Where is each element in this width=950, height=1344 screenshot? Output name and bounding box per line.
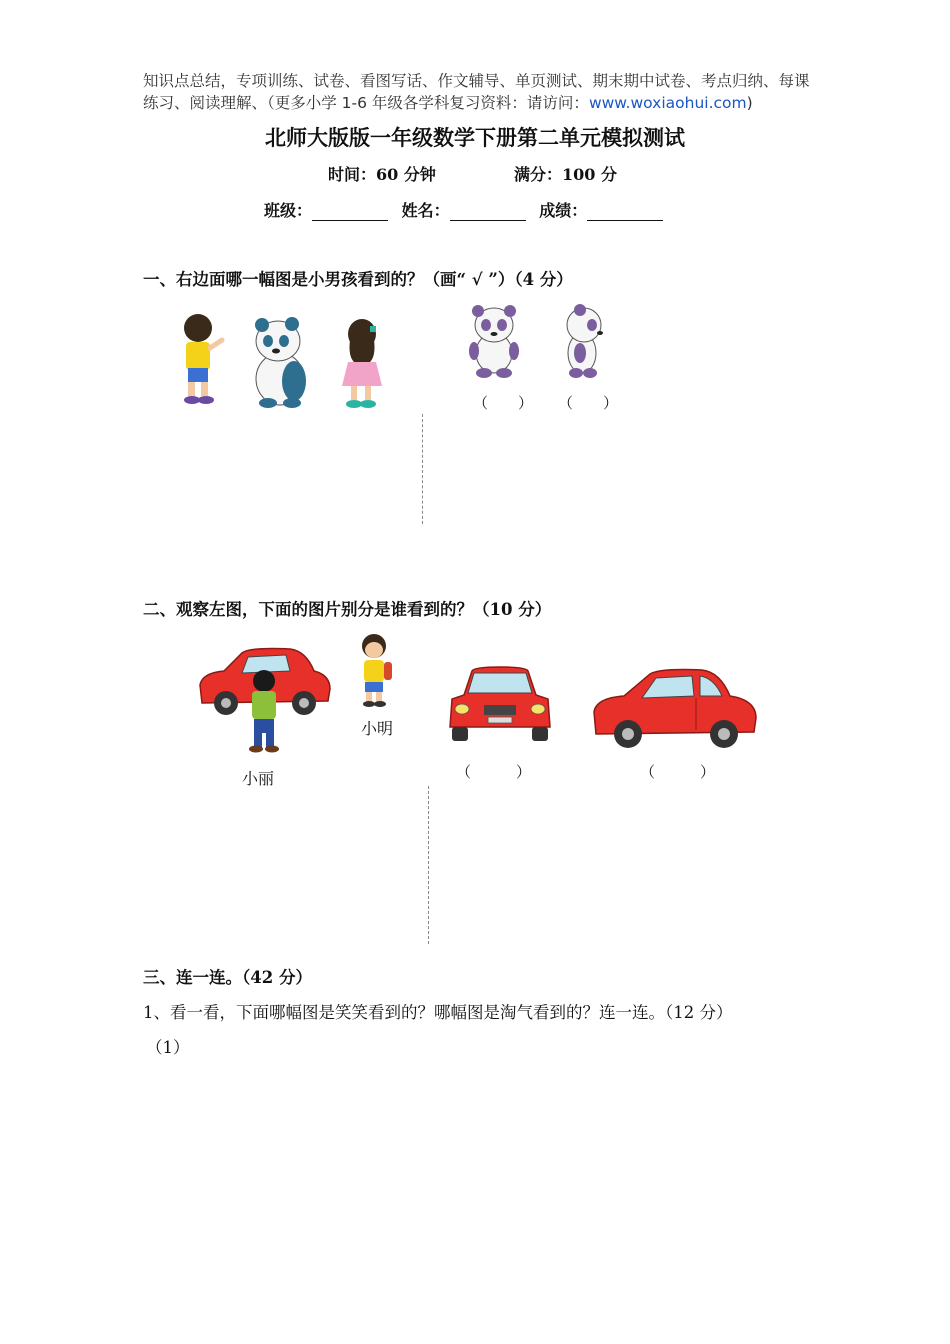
header-url-link[interactable]: www.woxiaohui.com xyxy=(588,94,747,112)
label-xiaoming: 小明 xyxy=(361,719,394,738)
car-side-view-illustration xyxy=(590,668,760,752)
score-label: 满分：100 分 xyxy=(514,165,617,184)
q2-answer-blank-b[interactable]: （ ） xyxy=(640,763,716,781)
question-3-item-1: （1） xyxy=(146,1038,190,1057)
girl-back-illustration xyxy=(332,316,390,408)
label-xiaoli: 小丽 xyxy=(242,769,275,788)
name-field[interactable] xyxy=(450,204,526,221)
grade-field[interactable] xyxy=(587,204,663,221)
divider-line xyxy=(422,414,423,524)
panda-illustration xyxy=(248,315,312,407)
header-note-text: 知识点总结，专项训练、试卷、看图写话、作文辅导、单页测试、期末期中试卷、考点归纳、每课练习、阅读理解、（更多小学 1-6 年级各学科复习资料：请访问： xyxy=(143,72,810,112)
student-info-line xyxy=(264,198,671,221)
question-2-title: 二、观察左图，下面的图片别分是谁看到的？（10 分） xyxy=(143,600,552,619)
time-label: 时间：60 分钟 xyxy=(328,165,436,184)
name-label: 姓名： xyxy=(401,201,450,220)
page-title: 北师大版版一年级数学下册第二单元模拟测试 xyxy=(265,125,685,150)
panda-side-choice-illustration xyxy=(558,303,608,379)
question-1-title: 一、右边面哪一幅图是小男孩看到的？（画“ √ ”）（4 分） xyxy=(143,270,573,289)
red-car-scene-illustration xyxy=(194,645,334,755)
header-note xyxy=(143,70,823,114)
class-field[interactable] xyxy=(312,204,388,221)
question-3-sub1: 1、看一看，下面哪幅图是笑笑看到的？哪幅图是淘气看到的？连一连。（12 分） xyxy=(143,1003,733,1022)
q1-answer-blank-b[interactable]: （ ） xyxy=(558,394,619,412)
grade-label: 成绩： xyxy=(539,201,588,220)
boy-xiaoming-illustration xyxy=(352,632,398,708)
boy-back-illustration xyxy=(170,310,230,405)
question-3-title: 三、连一连。（42 分） xyxy=(143,968,312,987)
class-label: 班级： xyxy=(264,201,313,220)
car-front-view-illustration xyxy=(444,665,556,745)
header-note-end: ) xyxy=(746,94,753,112)
divider-line xyxy=(428,786,429,944)
panda-front-choice-illustration xyxy=(466,303,522,379)
q2-answer-blank-a[interactable]: （ ） xyxy=(456,763,532,781)
q1-answer-blank-a[interactable]: （ ） xyxy=(473,394,534,412)
